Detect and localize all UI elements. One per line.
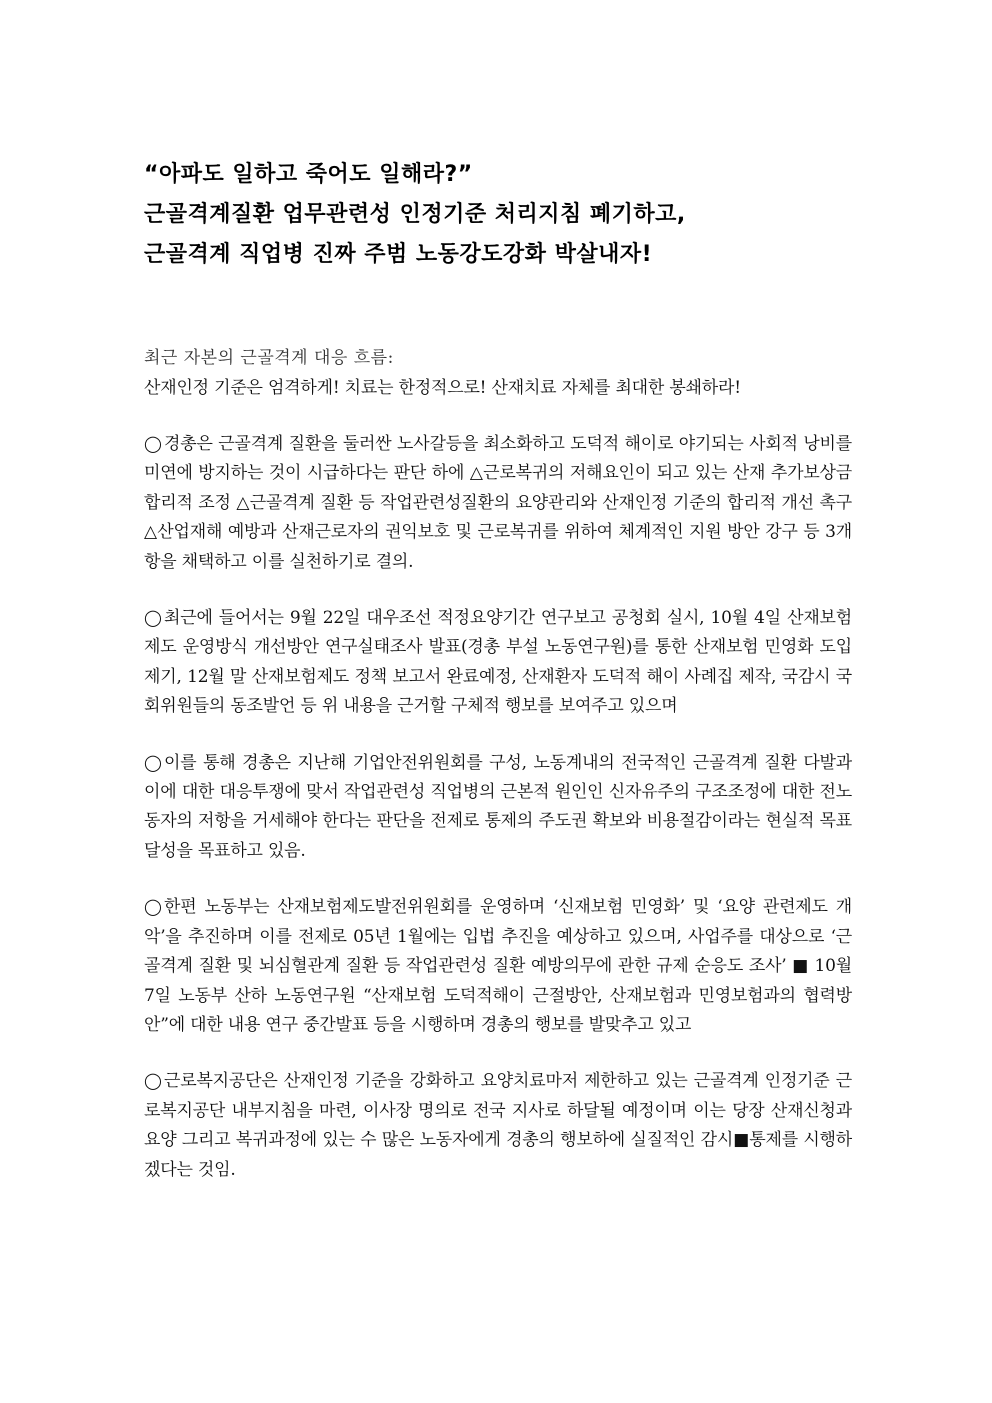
circle-bullet-icon: ◯	[144, 897, 162, 917]
document-title	[144, 155, 852, 275]
paragraph-text: 경총은 근골격계 질환을 둘러싼 노사갈등을 최소화하고 도덕적 해이로 야기되는 사회적 낭비를 미연에 방지하는 것이 시급하다는 판단 하에 △근로복귀의 저해요인이 되고 있는 산재 추가보상금 합리적 조정 △근골격계 질환 등 작업관련성질환의 요양관리와 산재인정 기준의 합리적 개선 촉구 △산업재해 예방과 산재근로자의 권익보호 및 근로복귀를 위하여 체계적인 지원 방안 강구 등 3개항을 채택하고 이를 실천하기로 결의.	[144, 434, 852, 572]
intro-label: 최근 자본의 근골격계 대응 흐름:	[144, 348, 394, 368]
intro-slogan: 산재인정 기준은 엄격하게! 치료는 한정적으로! 산재치료 자체를 최대한 봉쇄하라!	[144, 378, 741, 398]
paragraph-5	[144, 1066, 852, 1185]
paragraph-4	[144, 892, 852, 1040]
paragraph-text: 이를 통해 경총은 지난해 기업안전위원회를 구성, 노동계내의 전국적인 근골격계 질환 다발과 이에 대한 대응투쟁에 맞서 작업관련성 직업병의 근본적 원인인 신자유주의 구조조정에 대한 전노동자의 저항을 거세해야 한다는 판단을 전제로 통제의 주도권 확보와 비용절감이라는 현실적 목표달성을 목표하고 있음.	[144, 752, 852, 861]
circle-bullet-icon: ◯	[144, 608, 162, 628]
paragraph-2	[144, 603, 852, 722]
title-line-2: 근골격계질환 업무관련성 인정기준 처리지침 폐기하고,	[144, 202, 686, 227]
circle-bullet-icon: ◯	[144, 434, 162, 453]
paragraph-3	[144, 748, 852, 867]
document-page	[144, 155, 852, 1185]
paragraph-text: 근로복지공단은 산재인정 기준을 강화하고 요양치료마저 제한하고 있는 근골격계 인정기준 근로복지공단 내부지침을 마련, 이사장 명의로 전국 지사로 하달될 예정이며 이는 당장 산재신청과 요양 그리고 복귀과정에 있는 수 많은 노동자에게 경총의 행보하에 실질적인 감시■통제를 시행하겠다는 것임.	[144, 1071, 852, 1180]
intro-section	[144, 343, 852, 403]
circle-bullet-icon: ◯	[144, 1071, 162, 1091]
paragraph-text: 한편 노동부는 산재보험제도발전위원회를 운영하며 ‘신재보험 민영화’ 및 ‘요양 관련제도 개악’을 추진하며 이를 전제로 05년 1월에는 입법 추진을 예상하고 있으며, 사업주를 대상으로 ‘근골격계 질환 및 뇌심혈관계 질환 등 작업관련성 질환 예방의무에 관한 규제 순응도 조사’ ■ 10월 7일 노동부 산하 노동연구원 “산재보험 도덕적해이 근절방안, 산재보험과 민영보험과의 협력방안”에 대한 내용 연구 중간발표 등을 시행하며 경총의 행보를 발맞추고 있고	[144, 897, 852, 1035]
title-line-3: 근골격계 직업병 진짜 주범 노동강도강화 박살내자!	[144, 242, 653, 267]
title-line-1: “아파도 일하고 죽어도 일해라?”	[144, 162, 473, 187]
circle-bullet-icon: ◯	[144, 752, 162, 772]
paragraph-1	[144, 429, 852, 577]
paragraph-text: 최근에 들어서는 9월 22일 대우조선 적정요양기간 연구보고 공청회 실시, 10월 4일 산재보험제도 운영방식 개선방안 연구실태조사 발표(경총 부설 노동연구원)를 통한 산재보험 민영화 도입제기, 12월 말 산재보험제도 정책 보고서 완료예정, 산재환자 도덕적 해이 사례집 제작, 국감시 국회위원들의 동조발언 등 위 내용을 근거할 구체적 행보를 보여주고 있으며	[144, 608, 852, 717]
